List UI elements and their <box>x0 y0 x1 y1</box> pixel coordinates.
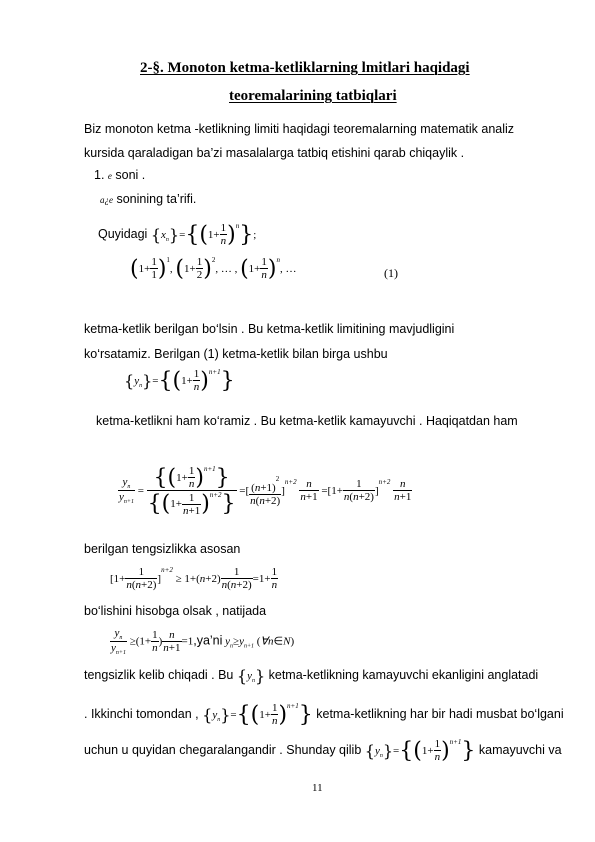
yani-word: ,ya’ni <box>193 633 223 648</box>
section-title-line-2: teoremalarining tatbiqlari <box>229 88 397 104</box>
ratio-derivation-formula: $\frac{y_n}{y_{n+1}}$ = {(1+ $\frac{1}{n}$ )$^{n+1}$} {(1+ $\frac{1}{n+1}$ )$^{n+2}$} =[ $\frac{(n+1)^2}{n(n+2)}$ ]$^{n+2}$ $\frac{n}{n+1}$ =[1+ $\frac{1}{n(n+2)}$ ]$^{n+2}$ $\frac{n}{n+1}$ <box>119 465 412 517</box>
inequality-formula: [1+ $\frac{1}{n(n+2)}$ ]$^{n+2}$ ≥ 1+(n+2) $\frac{1}{n(n+2)}$ =1+ $\frac{1}{n}$ <box>110 566 278 592</box>
paragraph-7-part-a: . Ikkinchi tomondan , <box>84 707 199 721</box>
definition-line <box>98 222 256 247</box>
list-item-2 <box>100 192 196 206</box>
paragraph-4: berilgan tengsizlikka asosan <box>84 542 241 556</box>
paragraph-6-part-a: tengsizlik kelib chiqadi . Bu <box>84 668 234 682</box>
yn-sequence-formula: $\{y_n\}=\{(1+$ $\frac{1}{n}$ )$^{n+1}$} <box>124 368 235 394</box>
item-text: soni . <box>115 168 146 182</box>
e-symbol: e <box>107 171 112 181</box>
item-text: sonining ta’rifi. <box>116 192 197 206</box>
paragraph-6-part-b: ketma-ketlikning kamayuvchi ekanligini anglatadi <box>268 668 539 682</box>
paragraph-2-line-2: ko‘rsatamiz. Berilgan (1) ketma-ketlik bilan birga ushbu <box>84 347 388 361</box>
paragraph-8: uchun u quyidan chegaralangandir . Shunday qilib $\{y_n\}=\{(1+$ $\frac{1}{n}$ )$^{n+1}$} kamayuvchi va <box>84 738 562 764</box>
sequence-terms-formula: (1+ $\frac{1}{1}$ )$^1$, (1+ $\frac{1}{2}$ )$^2$, … , (1+ $\frac{1}{n}$ )$^n$, … <box>130 256 297 282</box>
paragraph-8-part-b: kamayuvchi va <box>478 743 562 757</box>
paragraph-intro-line-2: kursida qaraladigan ba’zi masalalarga tatbiq etishini qarab chiqaylik . <box>84 146 465 160</box>
paragraph-5: bo‘lishini hisobga olsak , natijada <box>84 604 267 618</box>
paragraph-intro-line-1: Biz monoton ketma -ketlikning limiti haqidagi teoremalarning matematik analiz <box>84 122 515 136</box>
paragraph-3: ketma-ketlikni ham ko‘ramiz . Bu ketma-ketlik kamayuvchi . Haqiqatdan ham <box>96 414 518 428</box>
quyidagi-word: Quyidagi <box>98 227 148 241</box>
section-title-line-1: 2-§. Monoton ketma-ketliklarning lmitlari haqidagi <box>140 60 470 76</box>
result-formula: $\frac{y_n}{y_{n+1}}$ ≥(1+ $\frac{1}{n}$ ) $\frac{n}{n+1}$ =1,ya’ni $y_n\ge y_{n+1}$ (∀n∈N) <box>111 627 295 656</box>
page-number: 11 <box>312 782 323 794</box>
item-number: 1. <box>94 168 105 182</box>
paragraph-7-part-b: ketma-ketlikning har bir hadi musbat bo‘lgani <box>316 707 564 721</box>
list-item-1 <box>94 168 145 182</box>
paragraph-2-line-1: ketma-ketlik berilgan bo‘lsin . Bu ketma-ketlik limitining mavjudligini <box>84 322 455 336</box>
paragraph-8-part-a: uchun u quyidan chegaralangandir . Shunday qilib <box>84 743 362 757</box>
a-e-symbol: a¿e <box>100 195 113 205</box>
paragraph-6: tengsizlik kelib chiqadi . Bu $\{y_n\}$ ketma-ketlikning kamayuvchi ekanligini anglatadi <box>84 666 539 686</box>
equation-label-1: (1) <box>384 266 398 280</box>
xn-sequence-formula: $\{x_n\}=\{(1+$ $\frac{1}{n}$ )$^n$}; <box>150 222 257 248</box>
paragraph-7: . Ikkinchi tomondan , $\{y_n\}=\{(1+$ $\frac{1}{n}$ )$^{n+1}$} ketma-ketlikning har bir hadi musbat bo‘lgani <box>84 702 564 728</box>
